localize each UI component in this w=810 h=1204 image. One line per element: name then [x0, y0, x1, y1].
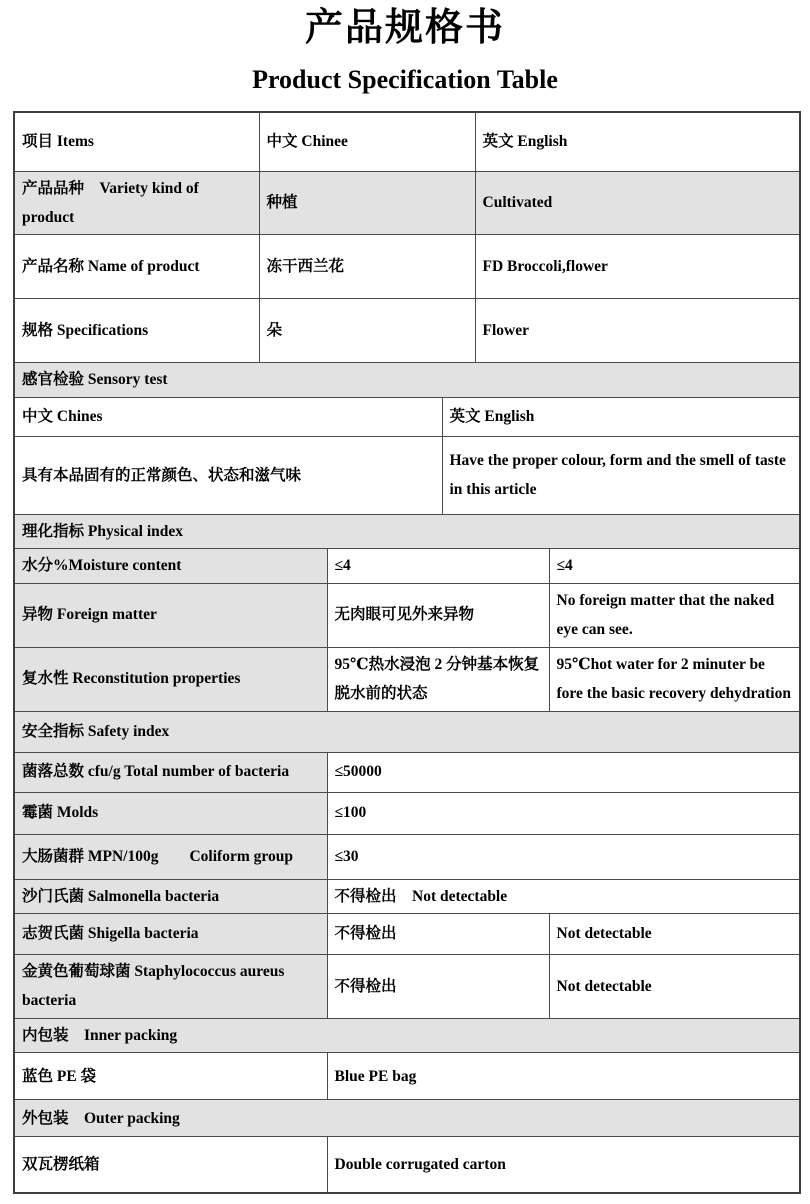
table-row-staphylococcus	[14, 955, 800, 1019]
table-row-variety	[14, 171, 800, 235]
salmonella-label-cell: 沙门氏菌 Salmonella bacteria	[14, 879, 327, 913]
header-items-cell: 项目 Items	[14, 112, 259, 171]
spec-table	[13, 111, 801, 1194]
name-cn-cell: 冻干西兰花	[259, 235, 475, 299]
header-chinese-cell: 中文 Chinee	[259, 112, 475, 171]
staphylococcus-en-cell: Not detectable	[549, 955, 800, 1019]
foreign-matter-label-cell: 异物 Foreign matter	[14, 583, 327, 647]
table-row-molds	[14, 792, 800, 834]
molds-label-cell: 霉菌 Molds	[14, 792, 327, 834]
table-row-reconstitution	[14, 647, 800, 711]
bacteria-total-value-cell: ≤50000	[327, 752, 800, 792]
outer-packing-cn-cell: 双瓦楞纸箱	[14, 1137, 327, 1193]
table-row-sensory-section	[14, 363, 800, 397]
salmonella-value-cell: 不得检出 Not detectable	[327, 879, 800, 913]
table-row-outer-packing	[14, 1137, 800, 1193]
table-row-salmonella	[14, 879, 800, 913]
table-row-product-name	[14, 235, 800, 299]
inner-packing-section-cell: 内包装 Inner packing	[14, 1018, 800, 1052]
sensory-col-en-cell: 英文 English	[442, 397, 800, 436]
header-english-cell: 英文 English	[475, 112, 800, 171]
inner-packing-en-cell: Blue PE bag	[327, 1053, 800, 1100]
shigella-en-cell: Not detectable	[549, 914, 800, 955]
doc-title-english: Product Specification Table	[252, 65, 558, 94]
sensory-desc-en-cell: Have the proper colour, form and the smell of taste in this article	[442, 436, 800, 514]
physical-section-cell: 理化指标 Physical index	[14, 514, 800, 548]
reconstitution-label-cell: 复水性 Reconstitution properties	[14, 647, 327, 711]
sensory-section-cell: 感官检验 Sensory test	[14, 363, 800, 397]
bacteria-total-label-cell: 菌落总数 cfu/g Total number of bacteria	[14, 752, 327, 792]
table-row-safety-section	[14, 711, 800, 752]
name-label-cell: 产品名称 Name of product	[14, 235, 259, 299]
coliform-label-cell: 大肠菌群 MPN/100g Coliform group	[14, 834, 327, 879]
spec-cn-cell: 朵	[259, 299, 475, 363]
staphylococcus-label-cell: 金黄色葡萄球菌 Staphylococcus aureus bacteria	[14, 955, 327, 1019]
spec-en-cell: Flower	[475, 299, 800, 363]
table-row-foreign-matter	[14, 583, 800, 647]
moisture-cn-cell: ≤4	[327, 549, 549, 583]
table-row-bacteria-total	[14, 752, 800, 792]
table-row-specifications	[14, 299, 800, 363]
molds-value-cell: ≤100	[327, 792, 800, 834]
table-row-physical-section	[14, 514, 800, 548]
table-row-coliform	[14, 834, 800, 879]
moisture-label-cell: 水分%Moisture content	[14, 549, 327, 583]
foreign-matter-cn-cell: 无肉眼可见外来异物	[327, 583, 549, 647]
shigella-cn-cell: 不得检出	[327, 914, 549, 955]
variety-label-cell: 产品品种 Variety kind of product	[14, 171, 259, 235]
table-row-inner-packing-section	[14, 1018, 800, 1052]
reconstitution-en-cell: 95℃hot water for 2 minuter be fore the basic recovery dehydration	[549, 647, 800, 711]
spec-label-cell: 规格 Specifications	[14, 299, 259, 363]
inner-packing-cn-cell: 蓝色 PE 袋	[14, 1053, 327, 1100]
coliform-value-cell: ≤30	[327, 834, 800, 879]
table-row-shigella	[14, 914, 800, 955]
variety-cn-cell: 种植	[259, 171, 475, 235]
table-row-sensory-columns	[14, 397, 800, 436]
outer-packing-section-cell: 外包装 Outer packing	[14, 1100, 800, 1137]
reconstitution-cn-cell: 95℃热水浸泡 2 分钟基本恢复脱水前的状态	[327, 647, 549, 711]
doc-title-chinese: 产品规格书	[304, 7, 505, 49]
table-row-header	[14, 112, 800, 171]
table-row-inner-packing	[14, 1053, 800, 1100]
table-row-sensory-description	[14, 436, 800, 514]
foreign-matter-en-cell: No foreign matter that the naked eye can see.	[549, 583, 800, 647]
sensory-col-cn-cell: 中文 Chines	[14, 397, 442, 436]
variety-en-cell: Cultivated	[475, 171, 800, 235]
sensory-desc-cn-cell: 具有本品固有的正常颜色、状态和滋气味	[14, 436, 442, 514]
safety-section-cell: 安全指标 Safety index	[14, 711, 800, 752]
table-row-outer-packing-section	[14, 1100, 800, 1137]
shigella-label-cell: 志贺氏菌 Shigella bacteria	[14, 914, 327, 955]
staphylococcus-cn-cell: 不得检出	[327, 955, 549, 1019]
table-row-moisture	[14, 549, 800, 583]
outer-packing-en-cell: Double corrugated carton	[327, 1137, 800, 1193]
name-en-cell: FD Broccoli,flower	[475, 235, 800, 299]
product-spec-document	[0, 5, 810, 1194]
moisture-en-cell: ≤4	[549, 549, 800, 583]
